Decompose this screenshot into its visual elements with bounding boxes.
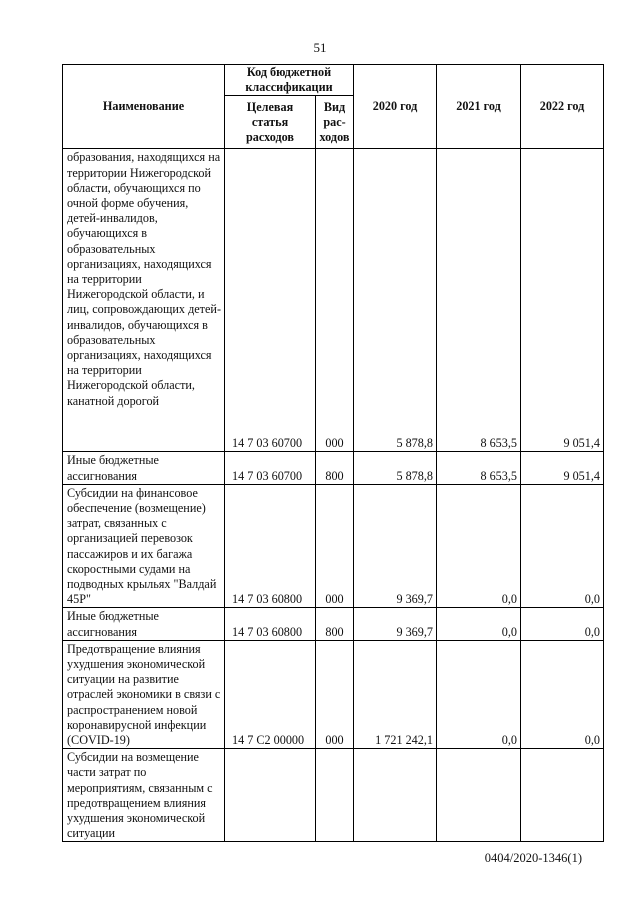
row-kind: 000 bbox=[316, 640, 354, 748]
row-2021: 0,0 bbox=[437, 484, 521, 608]
row-2022: 9 051,4 bbox=[521, 149, 604, 452]
header-2020: 2020 год bbox=[354, 65, 437, 149]
row-name: Субсидии на возмещение части затрат по мероприятиям, связанным с предотвращением влияния ухудшения экономической ситуации bbox=[63, 749, 225, 842]
row-kind: 000 bbox=[316, 149, 354, 452]
row-kind bbox=[316, 749, 354, 842]
header-budget-code: Код бюджетной классификации bbox=[225, 65, 354, 96]
row-code: 14 7 03 60800 bbox=[225, 608, 316, 640]
row-2020 bbox=[354, 749, 437, 842]
row-2020: 5 878,8 bbox=[354, 149, 437, 452]
row-2020: 1 721 242,1 bbox=[354, 640, 437, 748]
row-code bbox=[225, 749, 316, 842]
row-2021: 0,0 bbox=[437, 640, 521, 748]
row-2020: 9 369,7 bbox=[354, 484, 437, 608]
table-row bbox=[63, 608, 604, 640]
row-2022 bbox=[521, 749, 604, 842]
budget-table bbox=[62, 64, 604, 842]
table-row bbox=[63, 640, 604, 748]
row-name: Иные бюджетные ассигнования bbox=[63, 608, 225, 640]
row-code: 14 7 03 60700 bbox=[225, 149, 316, 452]
row-name: Предотвращение влияния ухудшения экономической ситуации на развитие отраслей экономики в связи с распространением новой коронавирусной инфекции (COVID-19) bbox=[63, 640, 225, 748]
row-2022: 9 051,4 bbox=[521, 452, 604, 484]
row-kind: 000 bbox=[316, 484, 354, 608]
document-id: 0404/2020-1346(1) bbox=[484, 851, 582, 865]
row-code: 14 7 03 60800 bbox=[225, 484, 316, 608]
header-target-article: Целевая статья расходов bbox=[225, 96, 316, 149]
row-kind: 800 bbox=[316, 452, 354, 484]
row-2021: 0,0 bbox=[437, 608, 521, 640]
row-2020: 5 878,8 bbox=[354, 452, 437, 484]
row-code: 14 7 C2 00000 bbox=[225, 640, 316, 748]
header-expense-type: Вид рас-ходов bbox=[316, 96, 354, 149]
header-2022: 2022 год bbox=[521, 65, 604, 149]
row-name: Иные бюджетные ассигнования bbox=[63, 452, 225, 484]
row-code: 14 7 03 60700 bbox=[225, 452, 316, 484]
page-number: 51 bbox=[313, 40, 327, 55]
row-name: образования, находящихся на территории Нижегородской области, обучающихся по очной форме обучения, детей-инвалидов, обучающихся в образовательных организациях, находящихся на территории Нижегородской области, и лиц, сопровождающих детей-инвалидов, обучающихся в образовательных организациях, находящихся на территории Нижегородской области, канатной дорогой bbox=[63, 149, 225, 452]
header-2021: 2021 год bbox=[437, 65, 521, 149]
row-kind: 800 bbox=[316, 608, 354, 640]
table-row bbox=[63, 452, 604, 484]
table-row bbox=[63, 749, 604, 842]
row-name: Субсидии на финансовое обеспечение (возмещение) затрат, связанных с организацией перевозок пассажиров и их багажа скоростными судами на подводных крыльях "Валдай 45Р" bbox=[63, 484, 225, 608]
row-2022: 0,0 bbox=[521, 608, 604, 640]
table-row bbox=[63, 149, 604, 452]
row-2022: 0,0 bbox=[521, 484, 604, 608]
header-name: Наименование bbox=[63, 65, 225, 149]
row-2021: 8 653,5 bbox=[437, 452, 521, 484]
table-row bbox=[63, 484, 604, 608]
row-2021 bbox=[437, 749, 521, 842]
row-2020: 9 369,7 bbox=[354, 608, 437, 640]
row-2021: 8 653,5 bbox=[437, 149, 521, 452]
row-2022: 0,0 bbox=[521, 640, 604, 748]
